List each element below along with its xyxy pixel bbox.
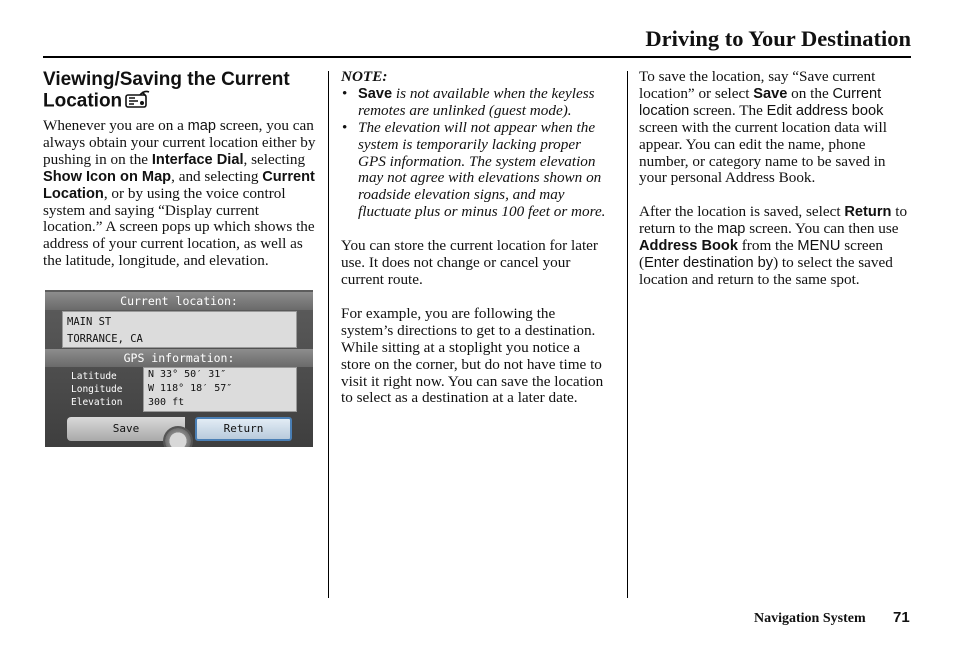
term-map: map — [187, 118, 217, 134]
note-list — [341, 86, 611, 221]
gps-info-title-bar: GPS information: — [45, 349, 313, 367]
column-left — [43, 69, 317, 270]
save-button[interactable]: Save — [67, 417, 185, 441]
term-edit-address-book: Edit address book — [766, 102, 884, 119]
bullet-icon: • — [342, 118, 348, 136]
column-middle — [341, 69, 611, 407]
intro-paragraph: Whenever you are on a map screen, you can always obtain your current location either by pushing in on the Interface Dial, selecting Show Icon on Map, and selecting Current Location, or by using the voice control system and saying “Display current location.” A screen pops up which shows the address of your current location, as well as the latitude, longitude, and elevation. — [43, 117, 316, 270]
section-heading — [43, 69, 317, 113]
interface-dial-icon — [163, 426, 193, 447]
list-item: • The elevation will not appear when the system is temporarily lacking proper GPS information. The system elevation may not agree with elevations shown on roadside elevation signs, and may fluctuate plus or minus 100 feet or more. — [342, 118, 606, 221]
bullet-icon: • — [342, 84, 348, 102]
address-street: MAIN ST — [67, 316, 112, 328]
page-header-title: Driving to Your Destination — [645, 26, 911, 51]
column-divider-left — [328, 71, 329, 598]
address-city: TORRANCE, CA — [67, 333, 143, 345]
longitude-value: W 118° 18′ 57″ — [148, 383, 233, 394]
term-current-location-screen: Current location — [639, 85, 882, 119]
term-enter-destination-by: Enter destination by — [644, 255, 774, 272]
column-divider-right — [627, 71, 628, 598]
section-heading-text: Viewing/Saving the Current Location — [43, 69, 290, 112]
term-save: Save — [358, 85, 393, 102]
return-instructions-paragraph: After the location is saved, select Return to return to the map screen. You can then use Address Book from the MENU screen (Enter destination by) to select the saved location and return to the same spot. — [639, 203, 908, 288]
term-return: Return — [844, 204, 892, 221]
save-instructions-paragraph: To save the location, say “Save current location” or select Save on the Current location screen. The Edit address book screen with the current location data will appear. You can edit the name, phone number, or category name to be saved in your personal Address Book. — [639, 68, 887, 187]
term-current-location: Current Location — [43, 168, 315, 202]
return-button[interactable]: Return — [195, 417, 292, 441]
current-location-screen-image — [45, 290, 313, 447]
gps-labels — [71, 370, 143, 409]
voice-command-icon — [125, 90, 151, 113]
elevation-value: 300 ft — [148, 397, 185, 408]
latitude-label: Latitude — [71, 371, 117, 382]
page-number: 71 — [893, 609, 910, 626]
list-item: • Save is not available when the keyless remotes are unlinked (guest mode). — [342, 84, 595, 119]
term-show-icon-on-map: Show Icon on Map — [43, 168, 172, 185]
current-location-title-bar: Current location: — [45, 292, 313, 310]
term-address-book: Address Book — [639, 238, 738, 255]
term-save: Save — [753, 85, 788, 102]
term-menu: MENU — [797, 238, 841, 255]
example-paragraph: For example, you are following the system’s directions to get to a destination. While sitting at a stoplight you notice a store on the corner, but do not have time to visit it right now. You can save the location to select as a destination at a later date. — [341, 304, 604, 407]
term-map: map — [717, 221, 746, 238]
term-interface-dial: Interface Dial — [151, 151, 244, 168]
store-location-paragraph: You can store the current location for later use. It does not change or cancel your current route. — [341, 237, 598, 288]
latitude-value: N 33° 50′ 31″ — [148, 369, 227, 380]
gps-values-box — [143, 367, 297, 412]
note-label: NOTE: — [341, 68, 388, 85]
header-rule — [43, 56, 911, 58]
footer-label: Navigation System — [754, 611, 866, 626]
column-right — [639, 69, 911, 289]
longitude-label: Longitude — [71, 384, 123, 395]
elevation-label: Elevation — [71, 397, 123, 408]
address-box — [62, 311, 297, 348]
